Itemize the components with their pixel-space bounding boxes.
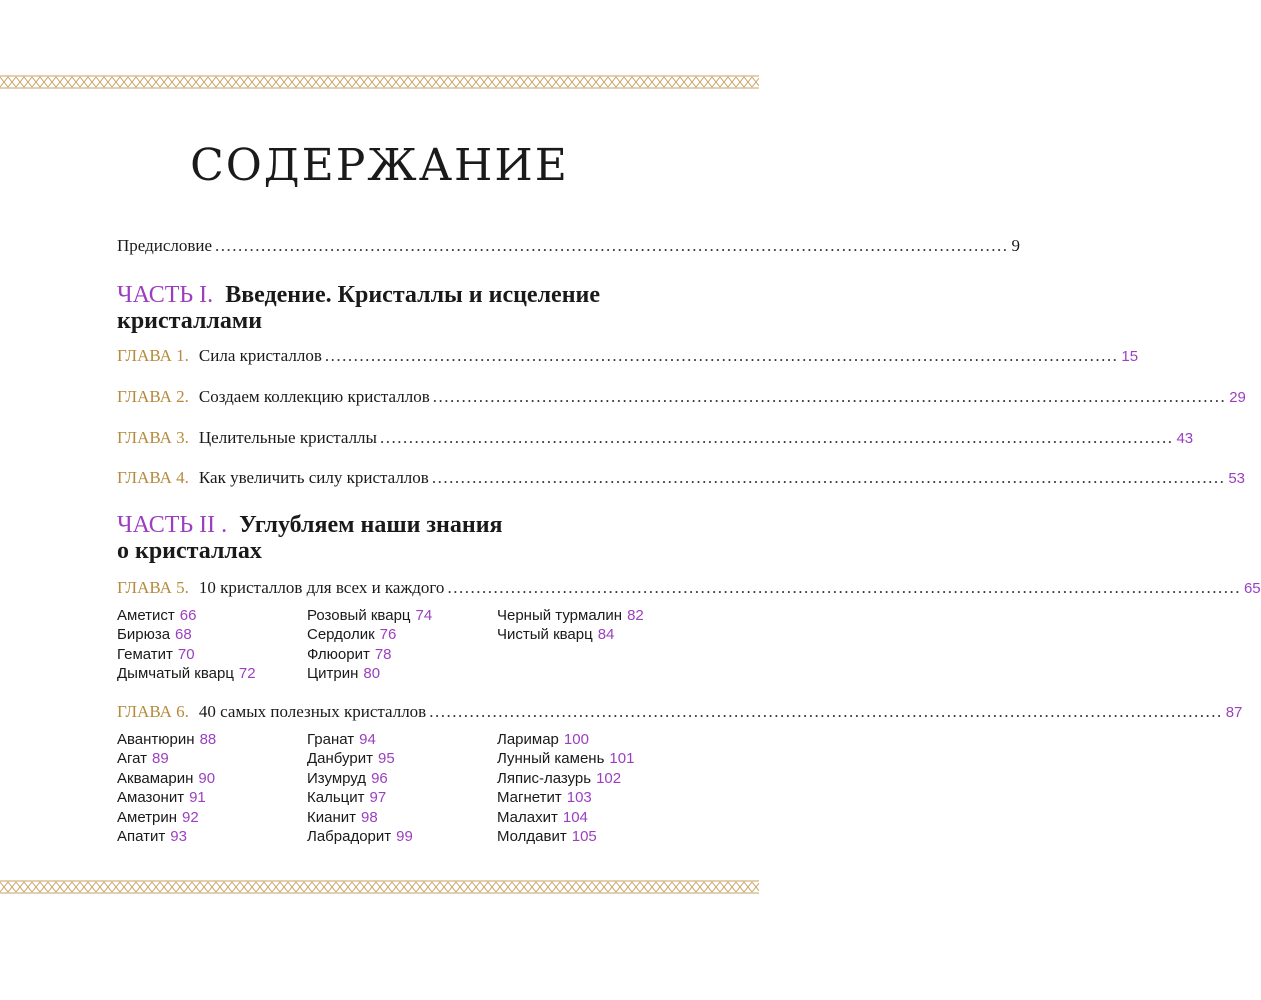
crystal-name: Розовый кварц [307,607,411,624]
crystal-name: Данбурит [307,750,373,768]
chapter-number: ГЛАВА 2. [117,387,189,406]
part-title-line1: Введение. Кристаллы и исцеление [225,282,600,308]
part-title-line1: Углубляем наши знания [239,512,503,538]
crystal-name: Авантюрин [117,731,195,748]
crystal-entry[interactable] [307,769,497,788]
crystal-page: 89 [152,750,169,768]
dot-leader: .......................................................................................................................................... [432,387,1227,406]
crystal-name: Гранат [307,731,355,748]
chapter-page: 29 [1229,389,1246,406]
dot-leader: .......................................................................................................................................... [431,468,1226,487]
crystal-page: 93 [170,828,187,846]
chapter-page: 65 [1243,580,1261,597]
chapter-title: Создаем коллекцию кристаллов [198,387,430,406]
crystal-page: 104 [562,808,588,826]
crystal-entry[interactable] [117,788,307,807]
crystal-entry[interactable] [497,769,677,788]
chapter-number: ГЛАВА 6. [117,702,189,721]
crystal-name: Черный турмалин [497,607,623,624]
dot-leader: .......................................................................................................................................... [215,236,1009,255]
crystal-entry[interactable] [117,749,307,768]
chapter-page: 15 [1121,348,1139,365]
crystal-page: 94 [359,731,376,748]
crystal-entry[interactable] [497,625,677,644]
crystal-page: 90 [198,769,216,787]
crystal-page: 84 [597,626,615,644]
chapter-page: 43 [1176,430,1194,447]
crystal-list-40 [117,730,677,846]
crystal-name: Ляпис-лазурь [497,769,592,787]
crystal-entry[interactable] [497,730,677,749]
crystal-entry[interactable] [117,664,307,683]
crystal-entry-empty [497,664,677,683]
crystal-page: 103 [566,789,592,807]
crystal-entry[interactable] [497,749,677,768]
toc-entry-chapter-6[interactable] [117,702,1243,726]
chapter-page: 87 [1225,704,1243,721]
dot-leader: .......................................................................................................................................... [379,428,1174,447]
crystal-entry[interactable] [307,808,497,827]
crystal-entry[interactable] [307,730,497,749]
crystal-page: 70 [177,645,195,663]
crystal-entry[interactable] [117,625,307,644]
chapter-number: ГЛАВА 5. [117,578,189,597]
chapter-title: Сила кристаллов [198,346,322,365]
chapter-number: ГЛАВА 4. [117,468,189,487]
crystal-page: 96 [371,769,388,787]
crystal-entry[interactable] [117,606,307,625]
crystal-name: Малахит [497,808,558,826]
crystal-page: 82 [627,607,644,624]
crystal-name: Цитрин [307,665,359,683]
crystal-entry[interactable] [307,625,497,644]
crystal-entry[interactable] [497,606,677,625]
crystal-entry[interactable] [117,808,307,827]
toc-entry-chapter-5[interactable] [117,578,1261,602]
crystal-page: 68 [175,626,192,644]
crystal-name: Аметрин [117,808,178,826]
crystal-name: Молдавит [497,828,567,846]
decorative-border-top [0,75,759,89]
chapter-page: 53 [1228,470,1246,487]
crystal-name: Лабрадорит [307,828,392,846]
crystal-name: Агат [117,750,148,768]
crystal-entry[interactable] [497,808,677,827]
crystal-page: 100 [563,731,589,748]
decorative-border-bottom [0,880,759,894]
part-heading-2 [117,512,677,564]
crystal-name: Кианит [307,808,356,826]
crystal-page: 76 [379,626,397,644]
part-number: ЧАСТЬ I. [117,282,214,308]
crystal-entry[interactable] [117,645,307,664]
crystal-page: 88 [199,731,217,748]
crystal-name: Чистый кварц [497,626,593,644]
crystal-entry[interactable] [117,827,307,846]
crystal-entry[interactable] [307,606,497,625]
crystal-page: 98 [361,808,378,826]
part-number: ЧАСТЬ II . [117,512,228,538]
crystal-name: Изумруд [307,769,367,787]
crystal-page: 101 [609,750,635,768]
toc-entry-chapter-4[interactable] [117,468,1246,492]
toc-entry-page: 9 [1011,236,1021,255]
dot-leader: .......................................................................................................................................... [324,346,1119,365]
chapter-number: ГЛАВА 1. [117,346,189,365]
crystal-page: 91 [189,789,206,807]
part-title-line2: о кристаллах [117,538,262,564]
crystal-name: Аметист [117,607,175,624]
toc-entry-chapter-1[interactable] [117,346,1139,370]
crystal-page: 105 [571,828,597,846]
crystal-entry[interactable] [307,749,497,768]
crystal-name: Дымчатый кварц [117,665,234,683]
crystal-page: 78 [374,645,392,663]
crystal-page: 74 [415,607,433,624]
crystal-page: 95 [377,750,395,768]
page-title: СОДЕРЖАНИЕ [190,140,569,191]
crystal-page: 66 [179,607,197,624]
crystal-entry[interactable] [117,730,307,749]
toc-entry-preface[interactable] [117,236,1021,260]
crystal-name: Апатит [117,828,166,846]
toc-entry-chapter-2[interactable] [117,387,1246,411]
dot-leader: .......................................................................................................................................... [447,578,1241,597]
crystal-name: Кальцит [307,789,365,807]
chapter-number: ГЛАВА 3. [117,428,189,447]
crystal-name: Гематит [117,645,173,663]
chapter-title: Целительные кристаллы [198,428,377,447]
chapter-title: 10 кристаллов для всех и каждого [198,578,445,597]
crystal-page: 99 [396,828,413,846]
crystal-list-10 [117,606,677,684]
crystal-name: Аквамарин [117,769,194,787]
crystal-entry[interactable] [307,645,497,664]
crystal-name: Магнетит [497,789,562,807]
crystal-name: Лунный камень [497,750,605,768]
crystal-page: 80 [363,665,381,683]
crystal-entry[interactable] [307,788,497,807]
crystal-name: Ларимар [497,731,559,748]
crystal-entry[interactable] [497,827,677,846]
crystal-entry[interactable] [117,769,307,788]
toc-entry-label: Предисловие [117,236,213,255]
crystal-entry[interactable] [307,664,497,683]
chapter-title: Как увеличить силу кристаллов [198,468,429,487]
crystal-name: Бирюза [117,626,171,644]
part-title-line2: кристаллами [117,308,263,334]
crystal-entry[interactable] [497,788,677,807]
crystal-page: 97 [369,789,387,807]
crystal-page: 92 [182,808,199,826]
crystal-entry-empty [497,645,677,664]
part-heading-1 [117,282,677,334]
chapter-title: 40 самых полезных кристаллов [198,702,427,721]
dot-leader: .......................................................................................................................................... [429,702,1223,721]
crystal-name: Флюорит [307,645,370,663]
crystal-page: 102 [596,769,622,787]
crystal-page: 72 [238,665,256,683]
toc-entry-chapter-3[interactable] [117,428,1194,452]
crystal-name: Амазонит [117,789,185,807]
crystal-entry[interactable] [307,827,497,846]
crystal-name: Сердолик [307,626,375,644]
